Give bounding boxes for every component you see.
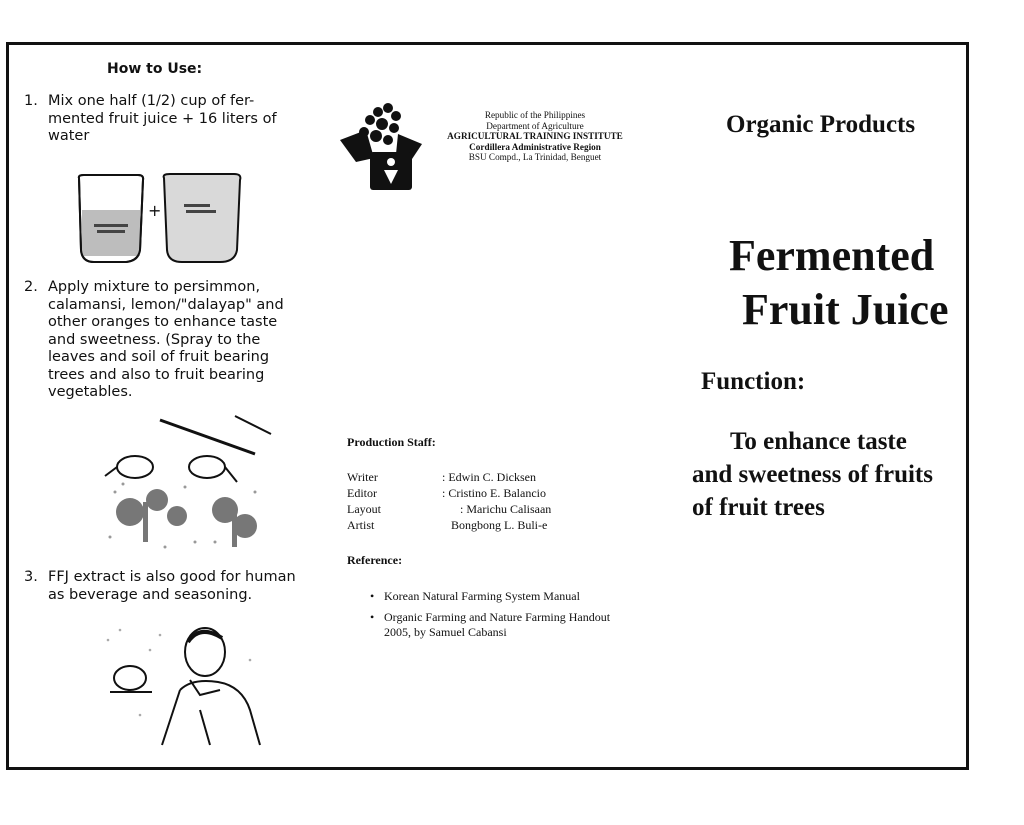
header-line-address: BSU Compd., La Trinidad, Benguet — [468, 152, 602, 162]
function-line-2: and sweetness of fruits — [692, 461, 933, 488]
function-description — [692, 425, 977, 524]
plus-sign: + — [148, 201, 162, 220]
bullet-icon: • — [370, 589, 375, 603]
reference-item: • Korean Natural Farming System Manual — [370, 589, 580, 603]
staff-name: : Edwin C. Dicksen — [442, 470, 536, 484]
staff-name: Bongbong L. Buli-e — [451, 518, 548, 532]
person-drinking-illustration — [100, 620, 275, 748]
staff-role: Layout Artist — [347, 502, 381, 532]
category-title: Organic Products — [726, 111, 916, 138]
staff-role: Editor — [347, 486, 377, 500]
product-title-line-1: Fermented — [729, 231, 935, 280]
large-jar-icon — [164, 174, 241, 262]
function-label: Function: — [701, 368, 806, 395]
staff-name: : Marichu Calisaan — [442, 502, 552, 516]
header-line-region: Cordillera Administrative Region — [469, 141, 601, 152]
bullet-icon: • — [370, 610, 375, 624]
agriculture-logo — [336, 100, 426, 195]
step-1 — [24, 93, 294, 146]
production-staff-title: Production Staff: — [347, 435, 436, 449]
step-number: 2. — [24, 279, 38, 295]
small-jar-icon — [79, 175, 143, 262]
reference-list — [370, 589, 620, 646]
step-text: FFJ extract is also good for human as beverage and seasoning. — [48, 569, 296, 603]
how-to-use-title: How to Use: — [107, 61, 203, 77]
function-line-3: of fruit trees — [692, 494, 825, 521]
step-2 — [24, 279, 299, 402]
header-line-department: Department of Agriculture — [486, 120, 584, 131]
staff-name: : Cristino E. Balancio — [442, 486, 546, 500]
watering-can-icon — [105, 456, 237, 482]
step-text: Apply mixture to persimmon, calamansi, lemon/"dalayap" and other oranges to enhance taste and sweetness. (Spray to the leaves and soil of fruit bearing trees and also to fruit bearing vegetables. — [48, 279, 284, 400]
staff-role: Writer — [347, 470, 378, 484]
spraying-illustration — [95, 412, 275, 557]
step-3 — [24, 569, 309, 604]
header-line-republic: Republic of the Philippines — [484, 110, 586, 120]
institution-header — [430, 110, 640, 163]
staff-list — [347, 469, 607, 539]
product-title-line-2: Fruit Juice — [742, 285, 949, 334]
reference-title: Reference: — [347, 553, 403, 567]
function-line-1: To enhance taste — [730, 428, 907, 455]
reference-item: • Organic Farming and Nature Farming Handout 2005, by Samuel Cabansi — [370, 610, 611, 639]
cup-icon — [114, 666, 146, 690]
step-number: 3. — [24, 569, 38, 585]
step-text: Mix one half (1/2) cup of fer-mented fruit juice + 16 liters of water — [48, 93, 277, 144]
step-number: 1. — [24, 93, 38, 109]
direction-arrow-line — [160, 420, 255, 454]
header-line-institute: AGRICULTURAL TRAINING INSTITUTE — [447, 131, 623, 141]
plant-shapes-icon — [116, 489, 257, 547]
jars-illustration — [74, 172, 246, 268]
